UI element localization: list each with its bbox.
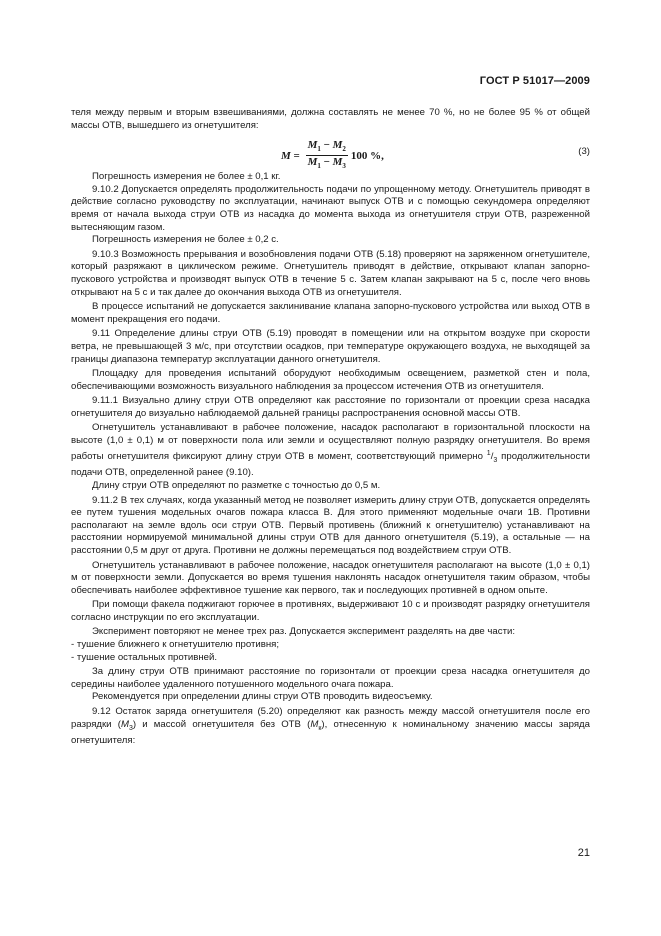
formula-row bbox=[71, 137, 590, 169]
paragraph: теля между первым и вторым взвешиваниями, должна составлять не менее 70 %, но не более 95 % от общей массы ОТВ, вышедшего из огнетушителя: bbox=[71, 107, 590, 131]
paragraph: Огнетушитель устанавливают в рабочее положение, насадок огнетушителя располагают на высоте (1,0 ± 0,1) м от поверхности земли. Допускается во время тушения наклонять насадок огнетушителя таким образом, чтобы обеспечивать наиболее эффективное тушение как первого, так и последующих противней в одном опыте. bbox=[71, 559, 590, 596]
paragraph: Погрешность измерения не более ± 0,2 с. bbox=[92, 234, 279, 246]
document-header: ГОСТ Р 51017—2009 bbox=[479, 75, 590, 87]
paragraph: Эксперимент повторяют не менее трех раз. Допускается эксперимент разделять на две части: bbox=[92, 626, 515, 638]
paragraph: Площадку для проведения испытаний оборудуют необходимым освещением, разметкой стен и пола, обеспечивающими возможность визуального наблюдения за процессом истечения ОТВ из огнетушителя. bbox=[71, 368, 590, 392]
document-body bbox=[71, 107, 590, 748]
list-item: - тушение ближнего к огнетушителю противня; bbox=[71, 639, 280, 651]
formula-3: M = $\frac{M_1 - M_2}{M_1 - M_3}$ 100 %, bbox=[281, 139, 384, 171]
paragraph: При помощи факела поджигают горючее в противнях, выдерживают 10 с и производят разрядку огнетушителя согласно инструкции по его эксплуатации. bbox=[71, 599, 590, 623]
paragraph: 9.12 Остаток заряда огнетушителя (5.20) определяют как разность между массой огнетушителя после его разрядки $(М_3)$ и массой огнетушителя без ОТВ $(М_к)$, отнесенную к номинальному значению массы заряда огнетушителя: bbox=[71, 706, 590, 747]
paragraph: Огнетушитель устанавливают в рабочее положение, насадок располагают в горизонтальной плоскости на высоте (1,0 ± 0,1) м от поверхности пола или земли и осуществляют полную разрядку огнетушителя. Во время работы огнетушителя фиксируют длину струи ОТВ в момент, соответствующий примерно $^1/_3$ продолжительности подачи ОТВ, определенной ранее (9.10). bbox=[71, 422, 590, 479]
paragraph: 9.10.3 Возможность прерывания и возобновления подачи ОТВ (5.18) проверяют на заряженном огнетушителе, который разряжают в циклическом режиме. Огнетушитель приводят в действие, открывают клапан запорно-пускового устройства и производят выпуск ОТВ в течение 5 с. Затем клапан закрывают на 5 с, после чего вновь открывают на 5 с и так далее до окончания выхода ОТВ из огнетушителя. bbox=[71, 248, 590, 298]
paragraph: 9.10.2 Допускается определять продолжительность подачи по упрощенному методу. Огнетушитель приводят в действие согласно руководству по эксплуатации, начинают выпуск ОТВ и с помощью секундомера определяют время от начала выхода струи ОТВ из насадка до момента выхода из огнетушителя струи ОТВ, разреженной вытесняющим газом. bbox=[71, 183, 590, 233]
page-number: 21 bbox=[577, 847, 590, 859]
paragraph: Рекомендуется при определении длины струи ОТВ проводить видеосъемку. bbox=[92, 691, 433, 703]
paragraph: Длину струи ОТВ определяют по разметке с точностью до 0,5 м. bbox=[92, 479, 381, 491]
paragraph: 9.11.2 В тех случаях, когда указанный метод не позволяет измерить длину струи ОТВ, допускается определять ее путем тушения модельных очагов пожара класса В. Для этого применяют модельные очаги 1В. Противни располагают на земле вдоль оси струи ОТВ. Первый противень (ближний к огнетушителю) устанавливают на расстоянии нормируемой минимальной длины струи ОТВ для данного огнетушителя (5.19), а остальные — на расстоянии 0,5 м друг от друга. Противни не должны перемещаться под воздействием струи ОТВ. bbox=[71, 494, 590, 556]
paragraph: 9.11.1 Визуально длину струи ОТВ определяют как расстояние по горизонтали от проекции среза насадка огнетушителя до визуально наблюдаемой дальней границы распространения основной массы ОТВ. bbox=[71, 395, 590, 419]
paragraph: Погрешность измерения не более ± 0,1 кг. bbox=[92, 171, 281, 183]
paragraph: В процессе испытаний не допускается заклинивание клапана запорно-пускового устройства или выход ОТВ в момент прекращения его подачи. bbox=[71, 301, 590, 325]
equation-number: (3) bbox=[578, 146, 590, 158]
paragraph: 9.11 Определение длины струи ОТВ (5.19) проводят в помещении или на открытом воздухе при скорости ветра, не превышающей 3 м/с, при отсутствии осадков, при температуре окружающего воздуха, не выходящей за границы диапазона температур эксплуатации данного огнетушителя. bbox=[71, 328, 590, 365]
paragraph: За длину струи ОТВ принимают расстояние по горизонтали от проекции среза насадка огнетушителя до середины наиболее удаленного потушенного модельного очага пожара. bbox=[71, 666, 590, 690]
list-item: - тушение остальных противней. bbox=[71, 651, 218, 663]
